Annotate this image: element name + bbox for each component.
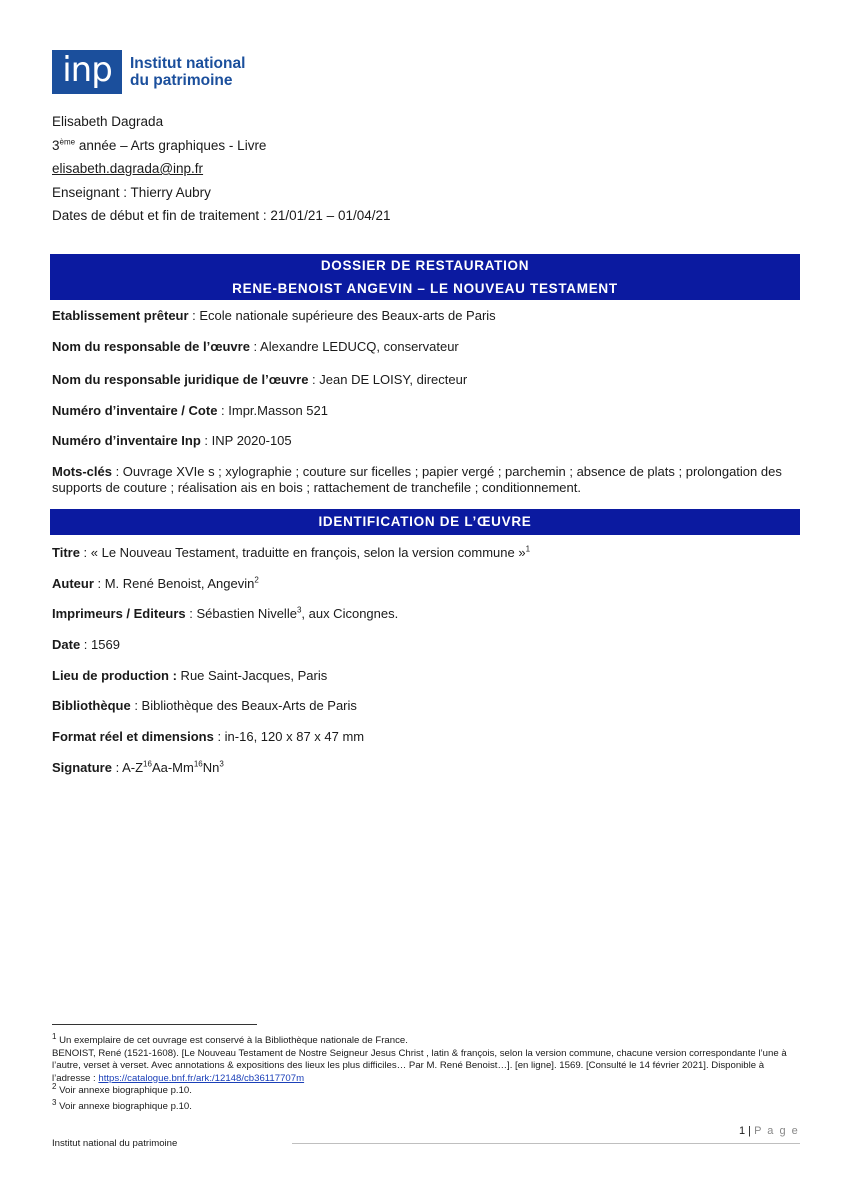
field-format (52, 729, 802, 745)
field-bibliotheque (52, 698, 802, 714)
field-label: Numéro d’inventaire / Cote (52, 403, 218, 418)
field-value: : Alexandre LEDUCQ, conservateur (249, 339, 459, 354)
footnote-number: 3 (52, 1097, 57, 1107)
dossier-title: DOSSIER DE RESTAURATION (320, 258, 530, 273)
treatment-dates: Dates de début et fin de traitement : 21/01/21 – 01/04/21 (52, 208, 391, 223)
year-suffix: ème (59, 137, 76, 146)
field-label: Format réel et dimensions (52, 729, 214, 744)
field-value: : Sébastien Nivelle (185, 606, 297, 621)
field-value: : M. René Benoist, Angevin (93, 576, 255, 591)
field-label: Nom du responsable juridique de l’œuvre (52, 372, 309, 387)
sig-sup: 16 (193, 759, 203, 769)
identification-band: IDENTIFICATION DE L’ŒUVRE (50, 509, 800, 535)
field-lieu (52, 668, 802, 684)
field-inventaire-inp (52, 433, 802, 449)
footnotes (52, 1031, 797, 1113)
sig-part: Nn (202, 760, 220, 775)
field-value: : Impr.Masson 521 (217, 403, 328, 418)
sig-sup: 3 (219, 759, 224, 769)
footer-institution: Institut national du patrimoine (52, 1138, 178, 1149)
field-responsable-juridique (52, 372, 802, 388)
field-responsable (52, 339, 802, 355)
inp-logo (52, 50, 245, 94)
footnote-text: Un exemplaire de cet ouvrage est conservé à la Bibliothèque nationale de France. (56, 1035, 408, 1046)
page-separator: | (745, 1125, 755, 1137)
author-email-link[interactable]: elisabeth.dagrada@inp.fr (52, 161, 204, 176)
footnote-ref[interactable]: 1 (525, 544, 531, 554)
logo-mark: inp (52, 50, 122, 94)
logo-line-2: du patrimoine (130, 72, 233, 89)
logo-line-1: Institut national (130, 55, 246, 72)
field-value: : INP 2020-105 (200, 433, 292, 448)
footnote-divider (52, 1024, 257, 1025)
page-label: P a g e (754, 1125, 800, 1137)
bnf-catalogue-link[interactable]: https://catalogue.bnf.fr/ark:/12148/cb36117707m (98, 1072, 305, 1084)
field-label: Lieu de production : (52, 668, 177, 683)
field-label: Signature (52, 760, 112, 775)
logo-text (130, 55, 245, 89)
dossier-header-band (50, 254, 800, 300)
author-block (52, 110, 391, 228)
sig-sup: 16 (143, 759, 152, 769)
field-value: Rue Saint-Jacques, Paris (176, 668, 328, 683)
field-value: : Ecole nationale supérieure des Beaux-arts de Paris (188, 308, 496, 323)
field-value: : « Le Nouveau Testament, traduitte en françois, selon la version commune » (79, 545, 526, 560)
field-auteur (52, 576, 802, 592)
field-imprimeurs (52, 606, 802, 622)
field-etablissement (52, 308, 802, 324)
field-inventaire-cote (52, 403, 802, 419)
footnote-1-text (52, 1048, 797, 1086)
field-value: : Jean DE LOISY, directeur (308, 372, 468, 387)
footnote-text: BENOIST, René (1521-1608). [Le Nouveau Testament de Nostre Seigneur Jesus Christ , latin & françois, selon la version commune, chacune version correspondante l’une à l’autre, verset à verset. Avec annotations & expositions des lieux les plus difficiles… Par M. René Benoist…]. [en ligne]. 1569. [Consulté le 14 février 2021]. Disponible à l’adresse : (52, 1047, 787, 1084)
footnote-ref[interactable]: 3 (296, 605, 302, 615)
field-value: : in-16, 120 x 87 x 47 mm (213, 729, 365, 744)
field-mots-cles (52, 464, 802, 496)
author-name: Elisabeth Dagrada (52, 114, 164, 129)
field-label: Etablissement prêteur (52, 308, 189, 323)
year-number: 3 (52, 137, 60, 153)
field-label: Auteur (52, 576, 94, 591)
footnote-number: 1 (52, 1031, 57, 1041)
footnote-number: 2 (52, 1081, 57, 1091)
field-label: Numéro d’inventaire Inp (52, 433, 201, 448)
field-date (52, 637, 802, 653)
footnote-ref[interactable]: 2 (254, 575, 259, 585)
page-number-value: 1 (739, 1125, 746, 1137)
author-year (52, 134, 391, 158)
field-label: Imprimeurs / Editeurs (52, 606, 186, 621)
teacher: Enseignant : Thierry Aubry (52, 184, 211, 200)
field-signature (52, 760, 802, 776)
program: année – Arts graphiques - Livre (75, 137, 267, 153)
field-label: Bibliothèque (52, 698, 131, 713)
field-label: Titre (52, 545, 80, 560)
field-titre (52, 545, 802, 561)
work-title: RENE-BENOIST ANGEVIN – LE NOUVEAU TESTAMENT (232, 281, 618, 296)
field-value: : Ouvrage XVIe s ; xylographie ; couture sur ficelles ; papier vergé ; parchemin ; absence de plats ; prolongation des supports de couture ; réalisation ais en bois ; rattachement de tranchefile ; conditionnement. (52, 464, 782, 495)
footnote-3 (52, 1097, 797, 1114)
field-label: Mots-clés (52, 464, 112, 479)
field-label: Nom du responsable de l’œuvre (52, 339, 250, 354)
field-value-rest: , aux Cicongnes. (301, 606, 399, 621)
field-value: : 1569 (80, 637, 120, 652)
sig-part: Aa-Mm (151, 760, 194, 775)
footnote-text: Voir annexe biographique p.10. (56, 1100, 192, 1112)
field-value: : Bibliothèque des Beaux-Arts de Paris (130, 698, 357, 713)
footnote-2 (52, 1081, 797, 1098)
field-label: Date (52, 637, 81, 652)
footer-divider (292, 1143, 800, 1144)
page-number (739, 1125, 799, 1137)
sig-part: : A-Z (111, 760, 144, 775)
footnote-1-line1 (52, 1031, 797, 1048)
footnote-text: Voir annexe biographique p.10. (56, 1085, 192, 1096)
